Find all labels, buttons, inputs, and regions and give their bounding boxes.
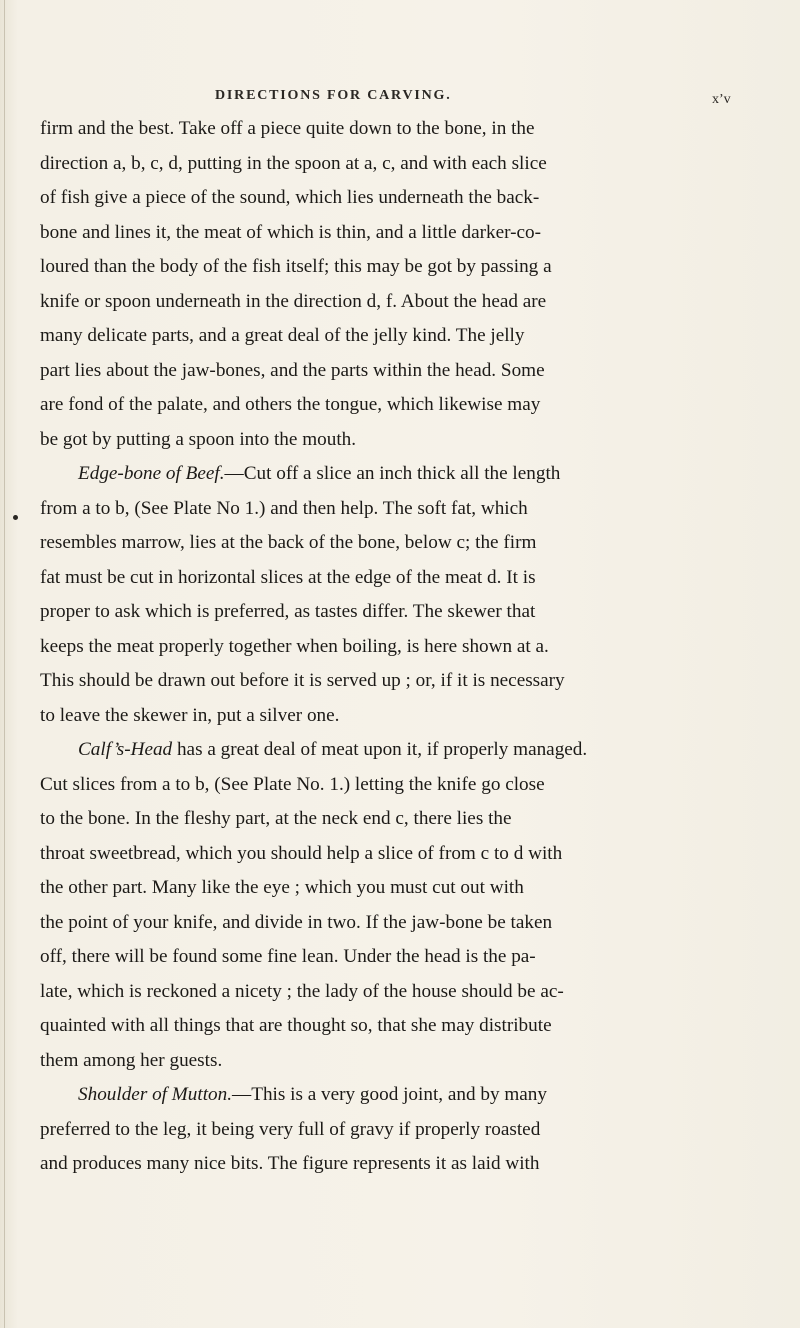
margin-mark [13, 515, 18, 520]
text-line: resembles marrow, lies at the back of the bone, below c; the firm [40, 532, 537, 553]
text-line: the point of your knife, and divide in two. If the jaw-bone be taken [40, 911, 553, 933]
text-line: from a to b, (See Plate No 1.) and then help. The soft fat, which [40, 497, 528, 519]
text-line: fat must be cut in horizontal slices at the edge of the meat d. It is [40, 566, 536, 588]
text-line: This should be drawn out before it is served up ; or, if it is necessary [40, 670, 565, 691]
paragraph-calfs-head [40, 733, 768, 768]
text-line: throat sweetbread, which you should help a slice of from c to d with [40, 842, 563, 864]
text-line: off, there will be found some fine lean. Under the head is the pa- [40, 946, 536, 967]
running-head: DIRECTIONS FOR CARVING. [215, 88, 452, 103]
text-line: to the bone. In the fleshy part, at the neck end c, there lies the [40, 808, 512, 829]
text-line-rest: —This is a very good joint, and by many [232, 1084, 547, 1105]
body-text [40, 112, 768, 1182]
text-line: part lies about the jaw-bones, and the parts within the head. Some [40, 359, 545, 381]
heading-edge-bone-of-beef: Edge-bone of Beef. [78, 463, 225, 484]
text-line-rest: has a great deal of meat upon it, if properly managed. [172, 739, 588, 760]
text-line: proper to ask which is preferred, as tastes differ. The skewer that [40, 601, 536, 622]
text-line: of fish give a piece of the sound, which lies underneath the back- [40, 187, 540, 208]
page-number: x’v [712, 92, 731, 107]
text-line: loured than the body of the fish itself; this may be got by passing a [40, 256, 552, 277]
text-line: quainted with all things that are thought so, that she may distribute [40, 1015, 552, 1036]
heading-shoulder-of-mutton: Shoulder of Mutton. [78, 1084, 233, 1105]
text-line: and produces many nice bits. The figure represents it as laid with [40, 1153, 540, 1174]
text-line: the other part. Many like the eye ; which you must cut out with [40, 877, 524, 898]
text-line: direction a, b, c, d, putting in the spoon at a, c, and with each slice [40, 152, 547, 174]
page-header [0, 86, 800, 110]
text-line: preferred to the leg, it being very full of gravy if properly roasted [40, 1118, 541, 1140]
page-edge-line [4, 0, 5, 1328]
heading-calfs-head: Calf’s-Head [78, 739, 173, 760]
text-line: firm and the best. Take off a piece quite down to the bone, in the [40, 118, 535, 139]
text-line: are fond of the palate, and others the tongue, which likewise may [40, 394, 541, 415]
text-line: late, which is reckoned a nicety ; the lady of the house should be ac- [40, 980, 564, 1002]
text-line: many delicate parts, and a great deal of the jelly kind. The jelly [40, 325, 525, 346]
text-line: bone and lines it, the meat of which is thin, and a little darker-co- [40, 221, 542, 243]
paragraph-shoulder-of-mutton [40, 1078, 768, 1113]
text-line-rest: —Cut off a slice an inch thick all the length [224, 463, 561, 484]
text-line: knife or spoon underneath in the direction d, f. About the head are [40, 290, 547, 312]
text-line: Cut slices from a to b, (See Plate No. 1.) letting the knife go close [40, 773, 545, 795]
text-line: keeps the meat properly together when boiling, is here shown at a. [40, 635, 549, 657]
paragraph-edge-bone-of-beef [40, 457, 768, 492]
text-line: to leave the skewer in, put a silver one. [40, 704, 340, 726]
text-line: them among her guests. [40, 1049, 223, 1071]
text-line: be got by putting a spoon into the mouth. [40, 428, 357, 450]
